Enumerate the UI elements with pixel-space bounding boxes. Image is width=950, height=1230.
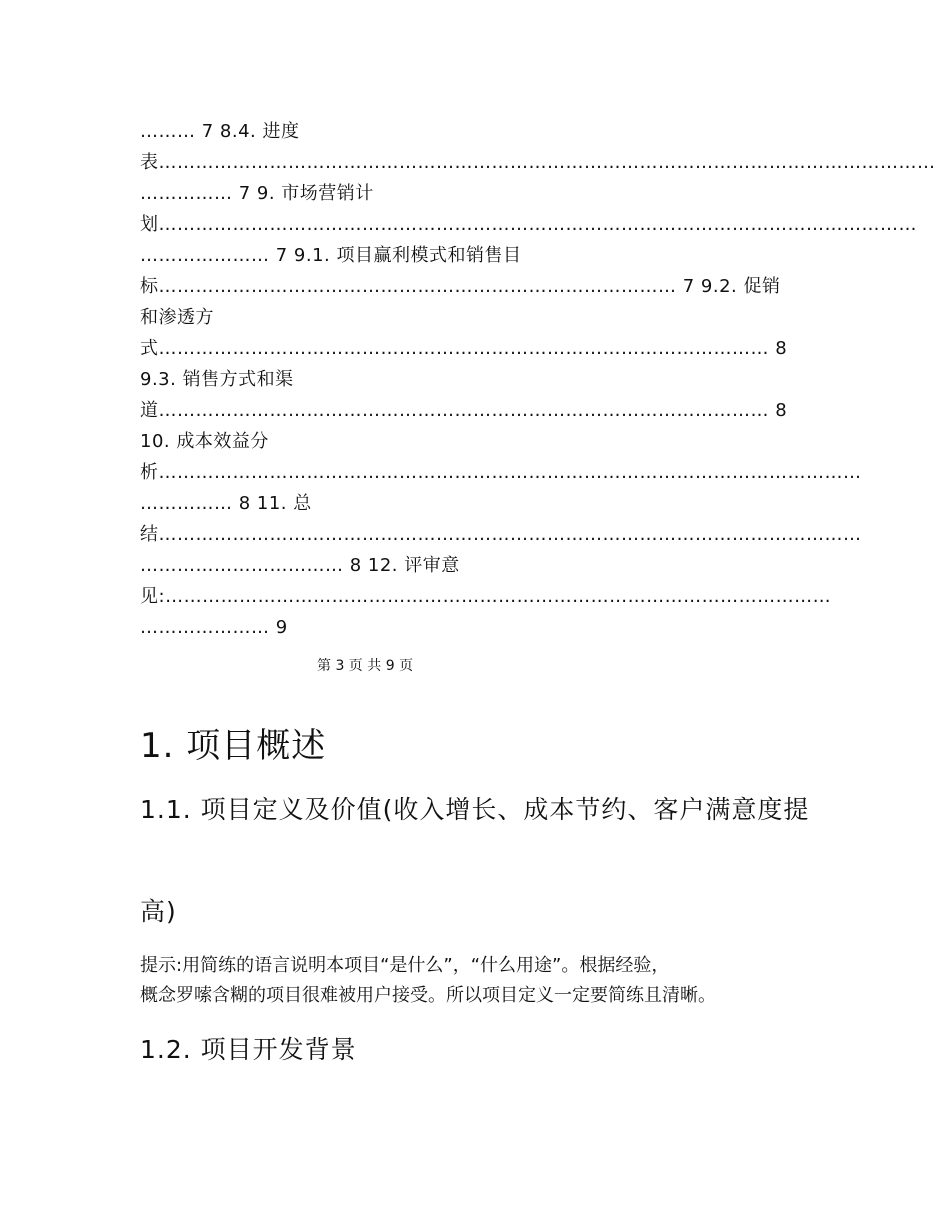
toc-line: ………………… 7 9.1. 项目赢利模式和销售目 bbox=[140, 245, 522, 266]
toc-line: 见:……………………………………………………………………………………………… bbox=[140, 586, 832, 607]
section-title: 1. 项目概述 bbox=[140, 726, 327, 766]
toc-line: 和渗透方 bbox=[140, 307, 214, 328]
page-footer: 第 3 页 共 9 页 bbox=[317, 658, 414, 674]
toc-line: 表……………………………………………………………………………………………………………… bbox=[140, 152, 936, 173]
toc-line: 析…………………………………………………………………………………………………… bbox=[140, 462, 862, 483]
toc-line: ………………… 9 bbox=[140, 617, 288, 638]
toc-line: …………… 8 11. 总 bbox=[140, 493, 312, 514]
subsection-title: 1.2. 项目开发背景 bbox=[140, 1035, 357, 1064]
toc-line: 9.3. 销售方式和渠 bbox=[140, 369, 294, 390]
toc-line: 划…………………………………………………………………………………………………………… bbox=[140, 214, 917, 235]
toc-line: 10. 成本效益分 bbox=[140, 431, 269, 452]
toc-line: …………… 7 9. 市场营销计 bbox=[140, 183, 374, 204]
subsection-title-continued: 高) bbox=[140, 897, 177, 926]
toc-line: 式……………………………………………………………………………………… 8 bbox=[140, 338, 788, 359]
hint-paragraph-line: 提示:用简练的语言说明本项目“是什么”，“什么用途”。根据经验， bbox=[140, 955, 670, 976]
toc-line: ……… 7 8.4. 进度 bbox=[140, 121, 300, 142]
toc-line: 结…………………………………………………………………………………………………… bbox=[140, 524, 862, 545]
toc-line: 道……………………………………………………………………………………… 8 bbox=[140, 400, 788, 421]
toc-line: 标………………………………………………………………………… 7 9.2. 促销 bbox=[140, 276, 781, 297]
hint-paragraph-line: 概念罗嗦含糊的项目很难被用户接受。所以项目定义一定要简练且清晰。 bbox=[140, 985, 716, 1006]
subsection-title: 1.1. 项目定义及价值(收入增长、成本节约、客户满意度提 bbox=[140, 795, 810, 824]
toc-line: …………………………… 8 12. 评审意 bbox=[140, 555, 460, 576]
